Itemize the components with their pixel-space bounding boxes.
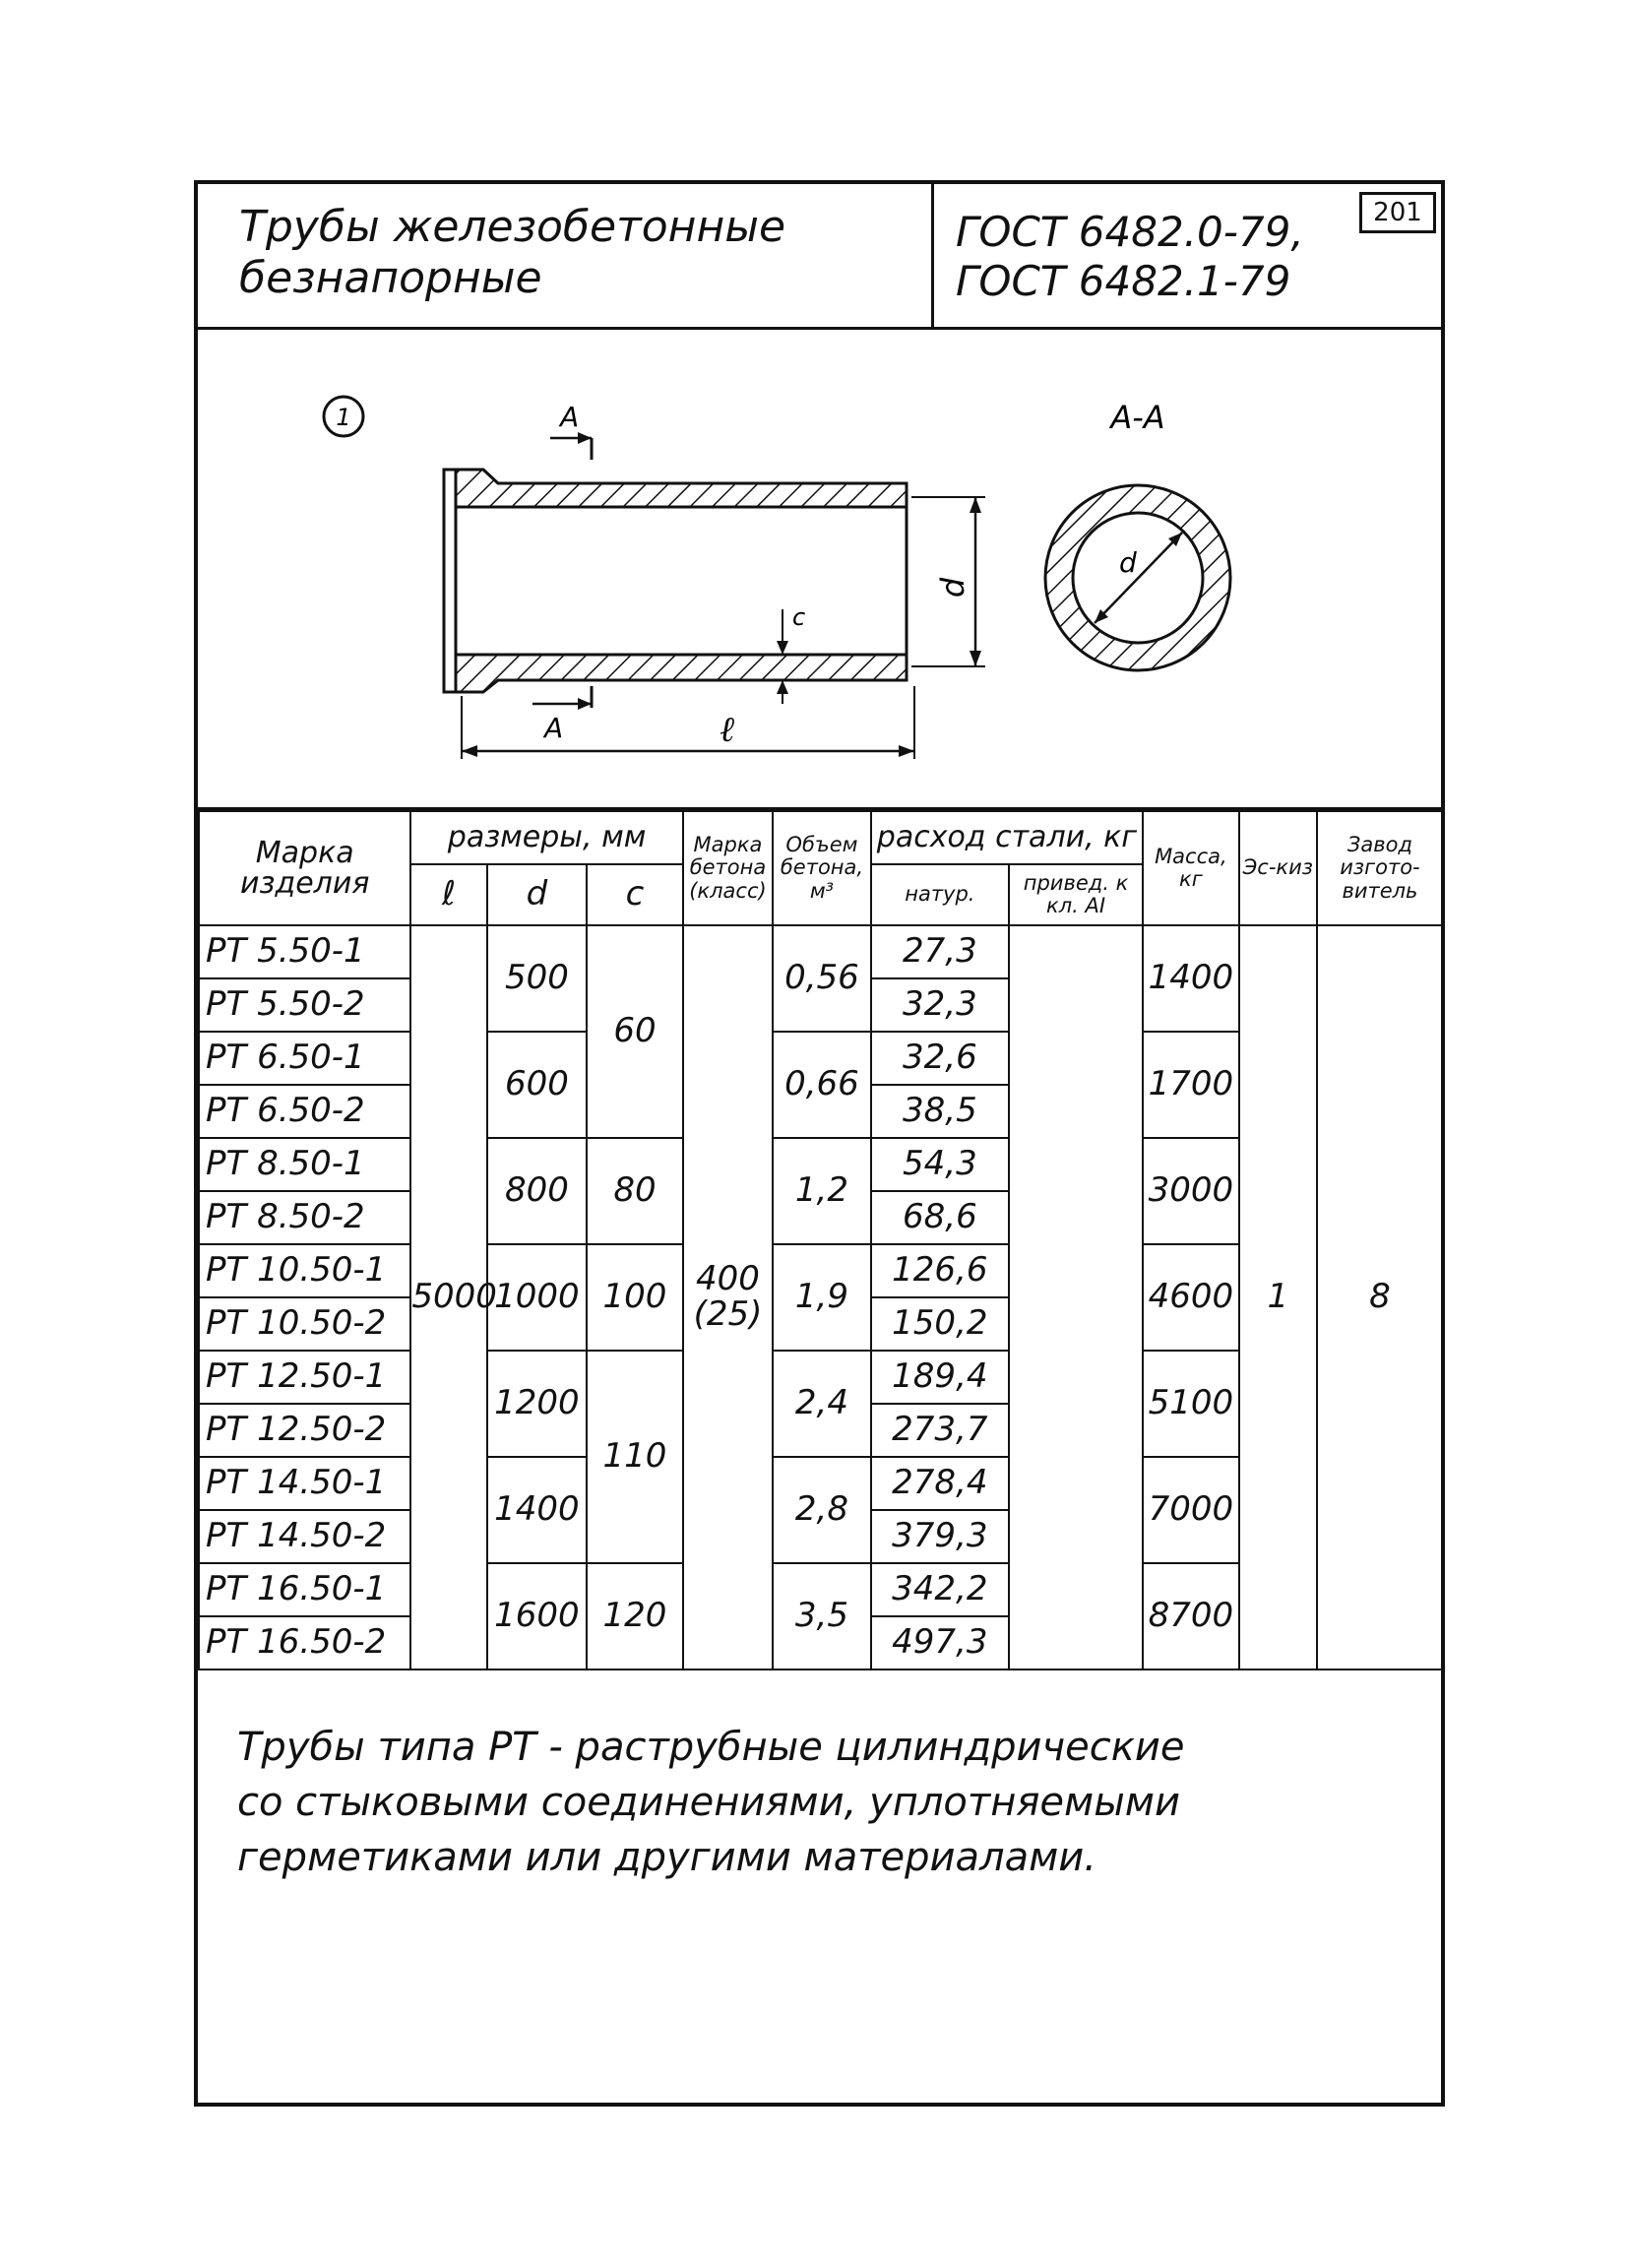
note-line-1: Трубы типа РТ - раструбные цилиндрические	[237, 1725, 1185, 1770]
cell-steel: 126,6	[871, 1244, 1009, 1297]
header-d: d	[487, 864, 588, 925]
table-header-row-1	[199, 811, 1443, 864]
cell-volume: 2,8	[773, 1457, 871, 1563]
cell-mass: 7000	[1143, 1457, 1239, 1563]
cell-steel: 273,7	[871, 1404, 1009, 1457]
cell-volume: 2,4	[773, 1351, 871, 1457]
row-mark: РТ 12.50-1	[199, 1351, 410, 1404]
header-plant: Завод изгото-витель	[1317, 811, 1443, 925]
header-steel-actual: натур.	[871, 864, 1009, 925]
gost-reference-1: ГОСТ 6482.0-79,	[956, 208, 1304, 256]
note-block	[237, 1720, 1185, 1885]
cell-steel: 54,3	[871, 1138, 1009, 1191]
pipe-drawing	[198, 330, 1444, 810]
dim-l-label: ℓ	[720, 710, 734, 750]
section-dim-d: d	[1119, 546, 1137, 579]
row-mark: РТ 8.50-2	[199, 1191, 410, 1244]
cell-c: 120	[587, 1563, 683, 1670]
row-mark: РТ 14.50-2	[199, 1510, 410, 1563]
cell-volume: 1,2	[773, 1138, 871, 1244]
cell-steel: 32,6	[871, 1032, 1009, 1085]
document-title-line2: безнапорные	[239, 253, 542, 303]
header-steel-reduced: привед. к кл. AI	[1009, 864, 1143, 925]
page-number: 201	[1359, 192, 1436, 233]
cell-d: 1200	[487, 1351, 588, 1457]
cell-d: 800	[487, 1138, 588, 1244]
row-mark: РТ 12.50-2	[199, 1404, 410, 1457]
cell-c: 60	[587, 925, 683, 1138]
row-mark: РТ 8.50-1	[199, 1138, 410, 1191]
cell-c: 110	[587, 1351, 683, 1563]
title-block	[198, 184, 934, 327]
header-c: c	[587, 864, 683, 925]
cell-d: 1000	[487, 1244, 588, 1351]
row-mark: РТ 16.50-2	[199, 1616, 410, 1670]
section-cut-top	[550, 401, 592, 460]
cell-concrete-grade: 400 (25)	[683, 925, 773, 1670]
cell-mass: 4600	[1143, 1244, 1239, 1351]
cell-steel: 497,3	[871, 1616, 1009, 1670]
cut-label-top: A	[560, 401, 580, 433]
cell-volume: 3,5	[773, 1563, 871, 1670]
cell-l-common: 5000	[410, 925, 486, 1670]
header-concrete-volume: Объем бетона, м³	[773, 811, 871, 925]
cell-steel: 32,3	[871, 978, 1009, 1032]
cell-mass: 1400	[1143, 925, 1239, 1032]
cell-sketch: 1	[1239, 925, 1317, 1670]
cell-c: 100	[587, 1244, 683, 1351]
cell-steel: 27,3	[871, 925, 1009, 978]
cell-steel: 342,2	[871, 1563, 1009, 1616]
cut-label-bottom: A	[544, 712, 564, 744]
row-mark: РТ 16.50-1	[199, 1563, 410, 1616]
row-mark: РТ 14.50-1	[199, 1457, 410, 1510]
gost-reference-2: ГОСТ 6482.1-79	[956, 257, 1291, 305]
cell-steel: 68,6	[871, 1191, 1009, 1244]
cell-steel-reduced	[1009, 925, 1143, 1670]
row-mark: РТ 5.50-1	[199, 925, 410, 978]
row-mark: РТ 5.50-2	[199, 978, 410, 1032]
cell-steel: 189,4	[871, 1351, 1009, 1404]
dim-d-label: d	[934, 577, 971, 598]
row-mark: РТ 10.50-1	[199, 1244, 410, 1297]
cell-d: 1600	[487, 1563, 588, 1670]
table-row	[199, 925, 1443, 978]
section-label: A-A	[1110, 399, 1165, 436]
cell-steel: 278,4	[871, 1457, 1009, 1510]
section-cut-bottom	[532, 686, 592, 744]
cell-volume: 0,66	[773, 1032, 871, 1138]
cell-volume: 1,9	[773, 1244, 871, 1351]
cell-plant: 8	[1317, 925, 1443, 1670]
note-line-3: герметиками или другими материалами.	[237, 1835, 1097, 1880]
sketch-number: 1	[336, 404, 351, 431]
cell-volume: 0,56	[773, 925, 871, 1032]
header-mass: Масса, кг	[1143, 811, 1239, 925]
specification-table	[198, 810, 1444, 1670]
note-line-2: со стыковыми соединениями, уплотняемыми	[237, 1780, 1180, 1825]
cell-steel: 38,5	[871, 1085, 1009, 1138]
document-title-line1: Трубы железобетонные	[239, 202, 786, 252]
sketch-number-marker	[324, 397, 363, 436]
header-l: ℓ	[410, 864, 486, 925]
cell-steel: 379,3	[871, 1510, 1009, 1563]
row-mark: РТ 10.50-2	[199, 1297, 410, 1351]
header-dimensions: размеры, мм	[410, 811, 682, 864]
cell-d: 600	[487, 1032, 588, 1138]
cell-mass: 8700	[1143, 1563, 1239, 1670]
cell-c: 80	[587, 1138, 683, 1244]
header-sketch: Эс-киз	[1239, 811, 1317, 925]
document-sheet	[194, 180, 1445, 2107]
header-mark: Марка изделия	[199, 811, 410, 925]
pipe-side-view	[444, 470, 907, 692]
dim-c-label: c	[792, 603, 806, 631]
dimension-l	[462, 686, 914, 759]
dimension-d	[911, 497, 985, 666]
header-steel-consumption: расход стали, кг	[871, 811, 1143, 864]
cell-mass: 5100	[1143, 1351, 1239, 1457]
cell-d: 500	[487, 925, 588, 1032]
cell-steel: 150,2	[871, 1297, 1009, 1351]
cross-section-view	[1045, 399, 1230, 670]
row-mark: РТ 6.50-2	[199, 1085, 410, 1138]
row-mark: РТ 6.50-1	[199, 1032, 410, 1085]
cell-mass: 1700	[1143, 1032, 1239, 1138]
header-concrete-grade: Марка бетона (класс)	[683, 811, 773, 925]
cell-mass: 3000	[1143, 1138, 1239, 1244]
cell-d: 1400	[487, 1457, 588, 1563]
